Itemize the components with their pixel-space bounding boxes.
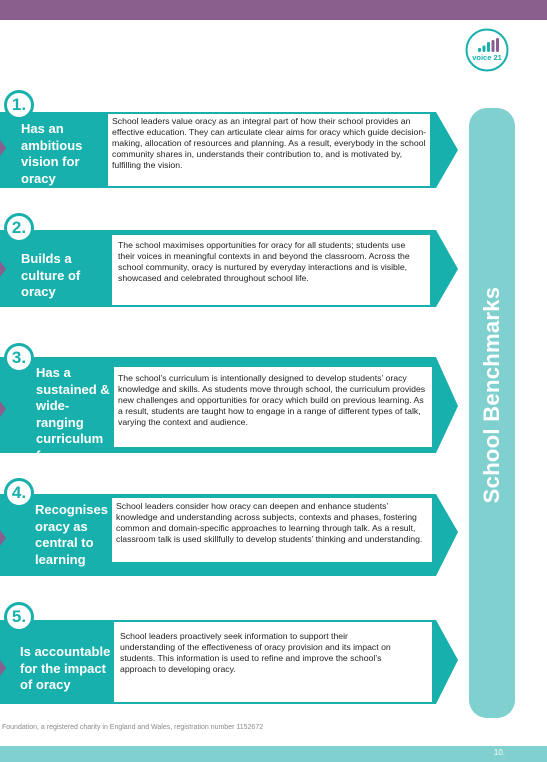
benchmark-description: The school’s curriculum is intentionally designed to develop students’ oracy knowledge and skills. As students move through school, the curriculum provides new challenges and opportunities for oracy which build on previous learning. As a result, students are taught how to engage in a range of different types of talk, varying the context and audience. bbox=[118, 373, 426, 427]
benchmark-number: 2. bbox=[4, 213, 34, 243]
benchmark-5 bbox=[0, 602, 470, 712]
benchmark-description: School leaders consider how oracy can deepen and enhance students’ knowledge and understanding across subjects, contexts and phases, fostering common and domain-specific approaches to learning through talk. As a result, classroom talk is used skillfully to develop students’ thinking and understanding. bbox=[116, 501, 423, 544]
top-bar bbox=[0, 0, 547, 20]
benchmark-number: 4. bbox=[4, 478, 34, 508]
benchmark-2 bbox=[0, 213, 470, 313]
benchmark-description: School leaders proactively seek information to support their understanding of the effectiveness of oracy provision and its impact on students. This information is used to refine and improve the school’s approach to developing oracy. bbox=[120, 631, 391, 674]
benchmark-title: Builds a culture of oracy bbox=[21, 251, 81, 299]
benchmark-3 bbox=[0, 343, 470, 463]
benchmark-title: Recognises oracy as central to learning bbox=[35, 502, 108, 567]
benchmark-description: The school maximises opportunities for oracy for all students; students use their voices in meaningful contexts in and beyond the classroom. Across the school community, oracy is nurtured by everyday interactions and is visible, showcased and celebrated throughout school life. bbox=[118, 240, 410, 283]
benchmark-number: 5. bbox=[4, 602, 34, 632]
benchmark-description: School leaders value oracy as an integral part of how their school provides an effective education. They can articulate clear aims for oracy which guide decision-making, allocation of resources and planning. As a result, everybody in the school community shares in, understands their contribution to, and is motivated by, fulfilling the vision. bbox=[112, 116, 427, 170]
logo-text: voice 21 bbox=[472, 53, 502, 62]
side-title: School Benchmarks bbox=[479, 286, 504, 504]
bottom-bar bbox=[0, 746, 547, 762]
footer-text: Foundation, a registered charity in England and Wales, registration number 1152672 bbox=[2, 724, 264, 731]
benchmark-number: 3. bbox=[4, 343, 34, 373]
voice21-logo bbox=[465, 28, 509, 72]
benchmark-1 bbox=[0, 88, 470, 198]
benchmark-number: 1. bbox=[4, 90, 34, 120]
page-number: 10. bbox=[493, 748, 505, 757]
benchmark-title: Has an ambitious vision for oracy bbox=[21, 121, 83, 186]
benchmark-4 bbox=[0, 478, 470, 583]
benchmark-title: Is accountable for the impact of oracy bbox=[20, 644, 111, 692]
benchmark-title: Has a sustained & wide-ranging curriculum for oracy bbox=[36, 365, 110, 463]
